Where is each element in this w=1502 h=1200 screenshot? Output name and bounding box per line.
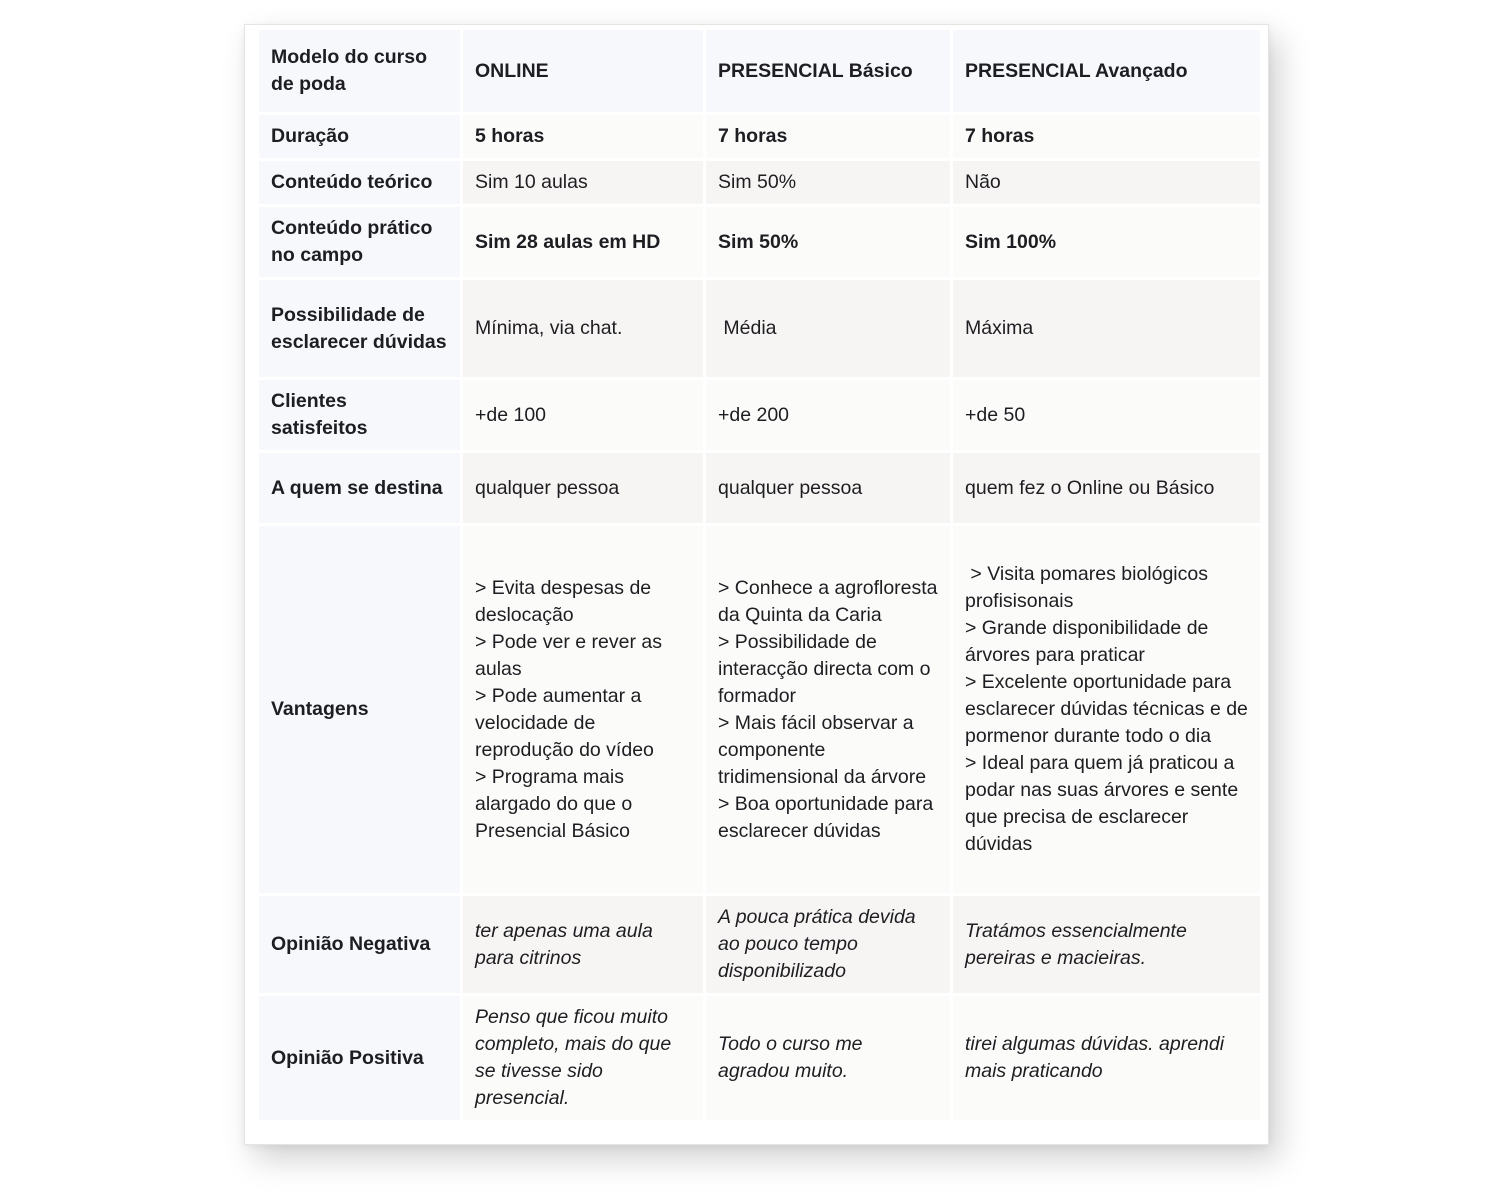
vantagem-item: > Mais fácil observar a componente tridimensional da árvore (718, 711, 927, 788)
row-label: A quem se destina (259, 453, 460, 523)
cell-avancado (953, 526, 1260, 893)
cell-basico: +de 200 (706, 380, 950, 450)
cell-online: Sim 10 aulas (463, 161, 703, 204)
table-row (259, 380, 1260, 450)
cell-basico: Sim 50% (706, 161, 950, 204)
vantagem-item: > Pode ver e rever as aulas (475, 630, 662, 680)
cell-online: ter apenas uma aula para citrinos (463, 896, 703, 993)
table-row (259, 280, 1260, 377)
cell-avancado: Tratámos essencialmente pereiras e macieiras. (953, 896, 1260, 993)
cell-online: Sim 28 aulas em HD (463, 207, 703, 277)
row-label: Opinião Negativa (259, 896, 460, 993)
table-row (259, 115, 1260, 158)
table-row (259, 996, 1260, 1120)
vantagem-item: > Visita pomares biológicos profisisonais (965, 563, 1214, 612)
cell-online: Mínima, via chat. (463, 280, 703, 377)
vantagem-item: > Conhece a agrofloresta da Quinta da Caria (718, 576, 938, 626)
vantagem-item: > Ideal para quem já praticou a podar nas suas árvores e sente que precisa de esclarecer dúvidas (965, 752, 1244, 855)
row-label: Conteúdo prático no campo (259, 207, 460, 277)
table-header-row (259, 30, 1260, 112)
cell-online: Penso que ficou muito completo, mais do que se tivesse sido presencial. (463, 996, 703, 1120)
row-label: Opinião Positiva (259, 996, 460, 1120)
course-comparison-table (256, 27, 1263, 1123)
vantagem-item: > Programa mais alargado do que o Presencial Básico (475, 765, 633, 842)
row-label: Duração (259, 115, 460, 158)
cell-basico: 7 horas (706, 115, 950, 158)
cell-avancado: tirei algumas dúvidas. aprendi mais praticando (953, 996, 1260, 1120)
vantagem-item: > Pode aumentar a velocidade de reprodução do vídeo (475, 684, 654, 761)
cell-avancado: Sim 100% (953, 207, 1260, 277)
cell-basico: Todo o curso me agradou muito. (706, 996, 950, 1120)
table-row (259, 207, 1260, 277)
cell-basico: A pouca prática devida ao pouco tempo disponibilizado (706, 896, 950, 993)
table-row (259, 526, 1260, 893)
vantagem-item: > Excelente oportunidade para esclarecer dúvidas técnicas e de pormenor durante todo o dia (965, 671, 1254, 747)
vantagem-item: > Possibilidade de interacção directa com o formador (718, 630, 931, 707)
cell-basico (706, 526, 950, 893)
cell-avancado: Não (953, 161, 1260, 204)
cell-online: qualquer pessoa (463, 453, 703, 523)
vantagem-item: > Evita despesas de deslocação (475, 576, 652, 626)
row-label: Vantagens (259, 526, 460, 893)
header-presencial-basico: PRESENCIAL Básico (706, 30, 950, 112)
cell-avancado: 7 horas (953, 115, 1260, 158)
table-row (259, 161, 1260, 204)
cell-basico: qualquer pessoa (706, 453, 950, 523)
cell-avancado: +de 50 (953, 380, 1260, 450)
row-label: Conteúdo teórico (259, 161, 460, 204)
cell-online: 5 horas (463, 115, 703, 158)
table-row (259, 453, 1260, 523)
cell-avancado: Máxima (953, 280, 1260, 377)
comparison-card (244, 24, 1269, 1145)
row-label: Possibilidade de esclarecer dúvidas (259, 280, 460, 377)
row-label: Clientes satisfeitos (259, 380, 460, 450)
header-online: ONLINE (463, 30, 703, 112)
cell-basico: Média (706, 280, 950, 377)
vantagem-item: > Grande disponibilidade de árvores para praticar (965, 617, 1214, 666)
cell-online: +de 100 (463, 380, 703, 450)
cell-avancado: quem fez o Online ou Básico (953, 453, 1260, 523)
header-presencial-avancado: PRESENCIAL Avançado (953, 30, 1260, 112)
cell-basico: Sim 50% (706, 207, 950, 277)
cell-online (463, 526, 703, 893)
header-label: Modelo do curso de poda (259, 30, 460, 112)
table-row (259, 896, 1260, 993)
vantagem-item: > Boa oportunidade para esclarecer dúvidas (718, 792, 934, 842)
